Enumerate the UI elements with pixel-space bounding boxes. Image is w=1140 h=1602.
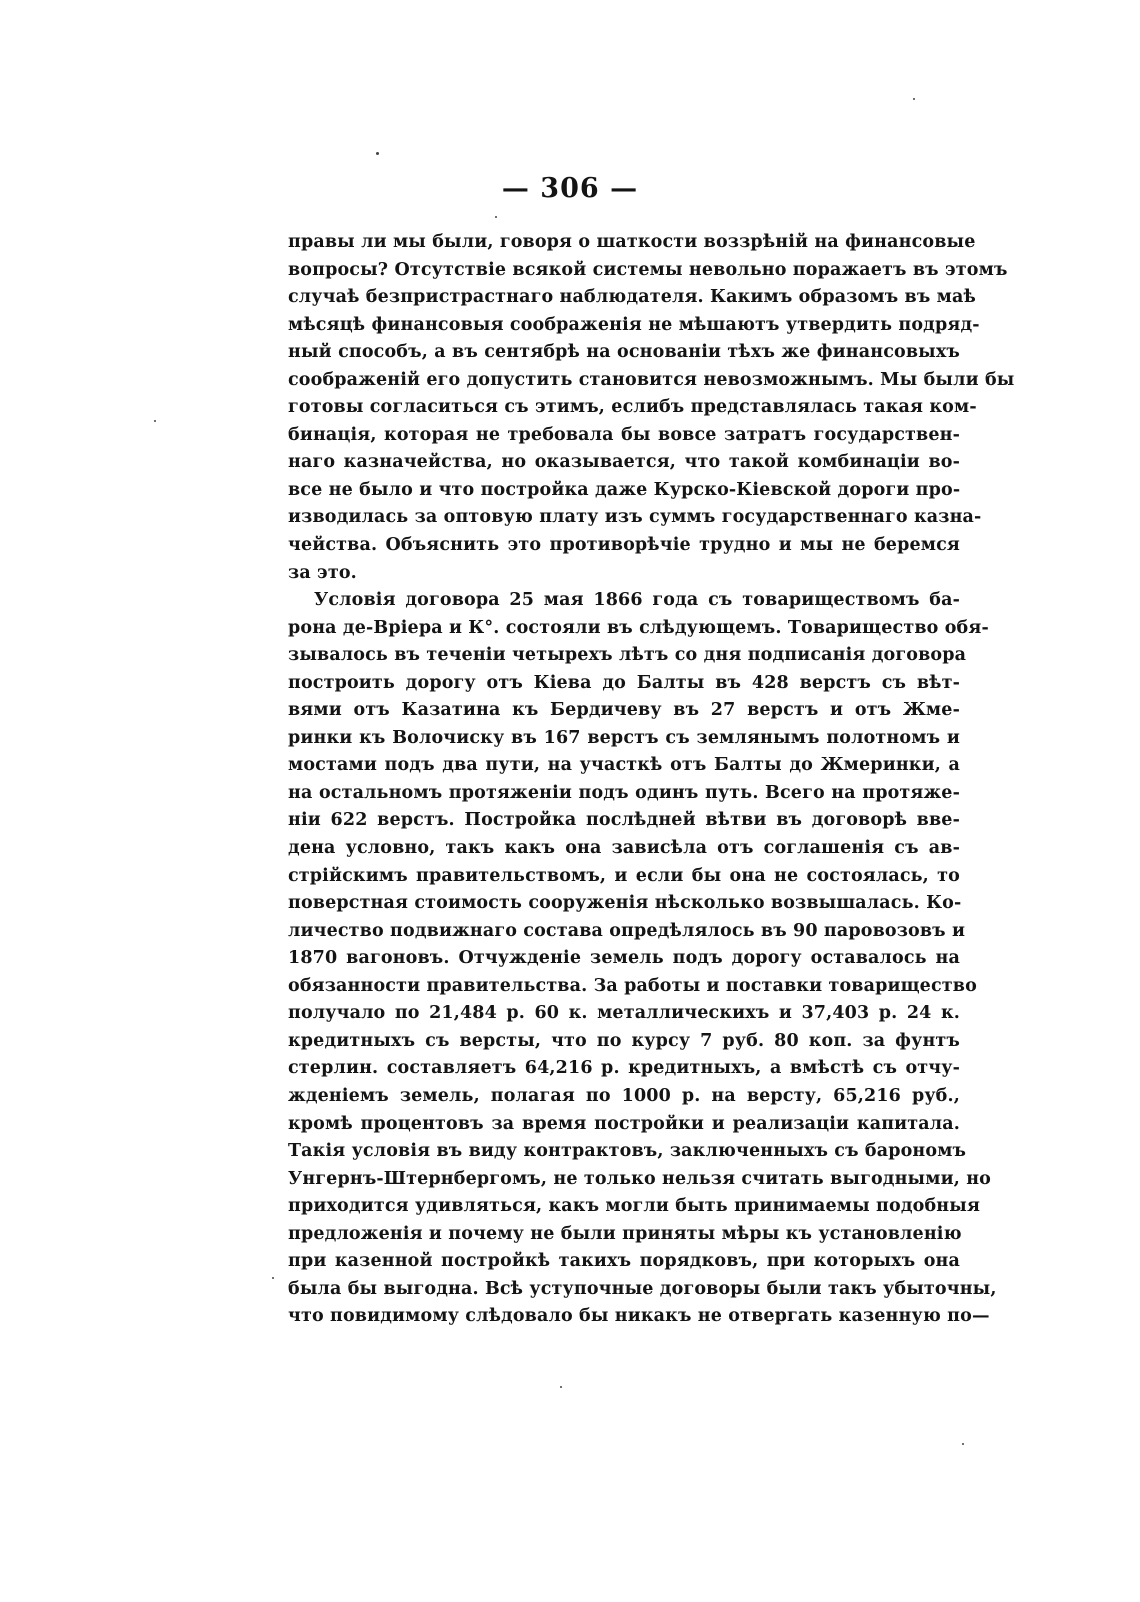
text-line: жденіемъ земель, полагая по 1000 р. на версту, 65,216 руб., — [288, 1085, 960, 1106]
scan-speck — [272, 1277, 274, 1279]
text-line: 1870 вагоновъ. Отчужденіе земель подъ дорогу оставалось на — [288, 948, 960, 969]
scan-speck — [962, 1443, 964, 1445]
text-line: соображеній его допустить становится невозможнымъ. Мы были бы — [288, 369, 1015, 390]
text-line: поверстная стоимость сооруженія нѣсколько возвышалась. Ко- — [288, 893, 962, 914]
text-line: наго казначейства, но оказывается, что такой комбинаціи во- — [288, 452, 960, 473]
text-line: ринки къ Волочиску въ 167 верстъ съ землянымъ полотномъ и — [288, 727, 960, 748]
text-line: на остальномъ протяженіи подъ одинъ путь. Всего на протяже- — [288, 782, 960, 803]
scan-speck — [560, 1386, 562, 1388]
text-line: бинація, которая не требовала бы вовсе затратъ государствен- — [288, 424, 960, 445]
text-line: чейства. Объяснить это противорѣчіе трудно и мы не беремся — [288, 535, 960, 556]
scan-speck — [376, 152, 379, 155]
text-line: вопросы? Отсутствіе всякой системы невольно поражаетъ въ этомъ — [288, 259, 1008, 280]
text-line: правы ли мы были, говоря о шаткости воззрѣній на финансовые — [288, 232, 976, 252]
text-line: была бы выгодна. Всѣ уступочные договоры были такъ убыточны, — [288, 1278, 997, 1299]
text-line: ный способъ, а въ сентябрѣ на основаніи тѣхъ же финансовыхъ — [288, 342, 960, 363]
page-number: — 306 — — [501, 173, 639, 204]
text-line: мѣсяцѣ финансовыя соображенія не мѣшаютъ утвердить подряд- — [288, 314, 980, 335]
text-line: за это. — [288, 562, 357, 583]
text-line: предложенія и почему не были приняты мѣры къ установленію — [288, 1223, 962, 1244]
text-line: все не было и что постройка даже Курско-Кіевской дороги про- — [288, 479, 961, 500]
text-line: приходится удивляться, какъ могли быть принимаемы подобныя — [288, 1196, 981, 1217]
scan-speck — [495, 216, 497, 218]
text-line: обязанности правительства. За работы и поставки товарищество — [288, 975, 977, 996]
text-line: получало по 21,484 р. 60 к. металлическихъ и 37,403 р. 24 к. — [288, 1003, 960, 1024]
text-line: стерлин. составляетъ 64,216 р. кредитныхъ, а вмѣстѣ съ отчу- — [288, 1058, 960, 1079]
text-line: случаѣ безпристрастнаго наблюдателя. Какимъ образомъ въ маѣ — [288, 287, 976, 308]
text-line: кромѣ процентовъ за время постройки и реализаціи капитала. — [288, 1113, 960, 1134]
text-line: рона де-Вріера и К°. состояли въ слѣдующемъ. Товарищество обя- — [288, 617, 989, 638]
text-line: личество подвижнаго состава опредѣлялось въ 90 паровозовъ и — [288, 920, 966, 941]
paragraph-start-line: Условія договора 25 мая 1866 года съ товариществомъ ба- — [314, 590, 960, 611]
text-line: зывалось въ теченіи четырехъ лѣтъ со дня подписанія договора — [288, 645, 967, 666]
scan-speck — [154, 420, 156, 422]
text-line: Такія условія въ виду контрактовъ, заключенныхъ съ барономъ — [288, 1141, 967, 1162]
text-line: при казенной постройкѣ такихъ порядковъ, при которыхъ она — [288, 1251, 960, 1272]
text-line: Унгернъ-Штернбергомъ, не только нельзя считать выгодными, но — [288, 1168, 991, 1189]
body-text — [288, 229, 1015, 1331]
text-line: изводилась за оптовую плату изъ суммъ государственнаго казна- — [288, 507, 982, 528]
text-line: вями отъ Казатина къ Бердичеву въ 27 верстъ и отъ Жме- — [288, 700, 960, 721]
text-line: стрійскимъ правительствомъ, и если бы она не состоялась, то — [288, 865, 960, 886]
text-line: ніи 622 верстъ. Постройка послѣдней вѣтви въ договорѣ вве- — [288, 810, 960, 831]
text-line: построить дорогу отъ Кіева до Балты въ 428 верстъ съ вѣт- — [288, 672, 960, 693]
text-line: готовы согласиться съ этимъ, еслибъ представлялась такая ком- — [288, 397, 977, 418]
text-line: кредитныхъ съ версты, что по курсу 7 руб. 80 коп. за фунтъ — [288, 1030, 960, 1051]
scan-speck — [913, 98, 915, 100]
text-line: что повидимому слѣдовало бы никакъ не отвергать казенную по— — [288, 1306, 990, 1327]
text-line: дена условно, такъ какъ она зависѣла отъ соглашенія съ ав- — [288, 838, 960, 859]
text-line: мостами подъ два пути, на участкѣ отъ Балты до Жмеринки, а — [288, 755, 960, 776]
